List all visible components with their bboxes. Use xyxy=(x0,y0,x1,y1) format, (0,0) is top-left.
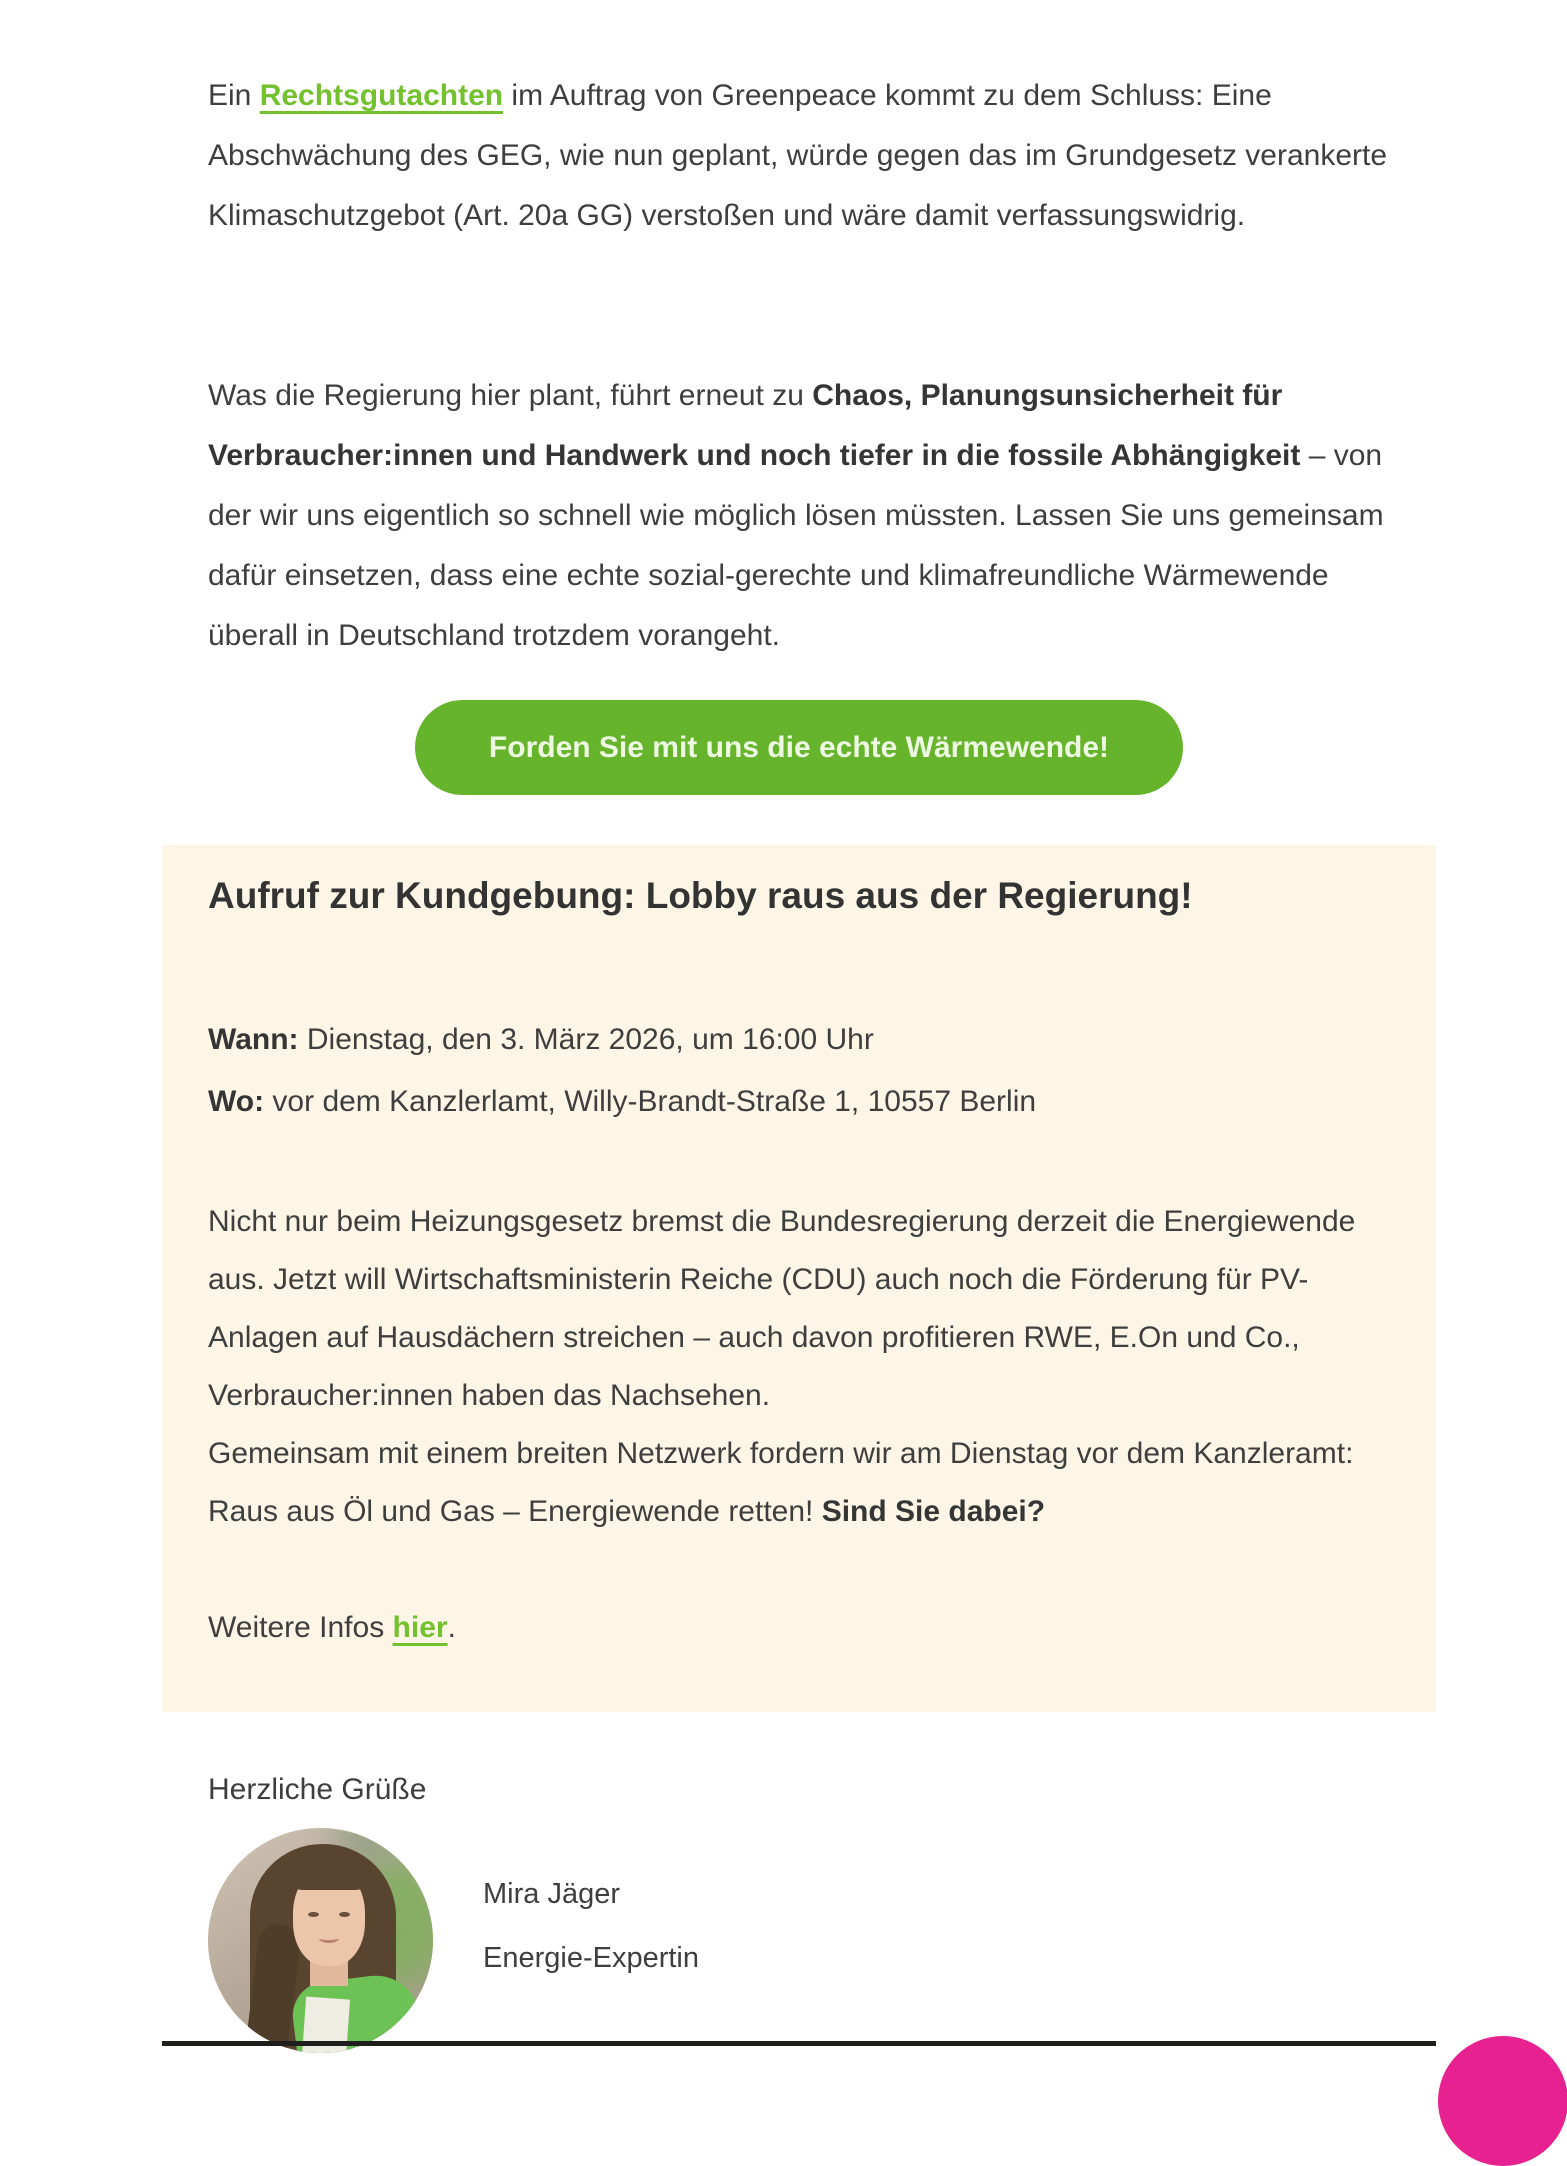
event-box xyxy=(162,845,1436,1712)
feedback-bubble[interactable] xyxy=(1438,2036,1567,2166)
footer-top-edge xyxy=(162,2041,1436,2046)
avatar-hair xyxy=(317,1858,321,1874)
event-when-label: Wann: xyxy=(208,1023,299,1056)
event-meta xyxy=(208,1009,1390,1133)
event-body-text: Nicht nur beim Heizungsgesetz bremst die Bundesregierung derzeit die Energiewende aus. Jetzt will Wirtschaftsministerin Reiche (CDU) auch noch die Förderung für PV-Anlagen auf Hausdächern streichen – auch davon profitieren RWE, E.On und Co., Verbraucher:innen haben das Nachsehen. xyxy=(208,1205,1356,1412)
event-body-text: Gemeinsam mit einem breiten Netzwerk fordern wir am Dienstag vor dem Kanzleramt: Raus aus Öl und Gas – Energiewende retten! xyxy=(208,1437,1354,1528)
avatar-eye xyxy=(339,1912,350,1917)
signature-row xyxy=(208,1828,699,2053)
rechtsgutachten-link[interactable]: Rechtsgutachten xyxy=(259,79,504,112)
hier-link[interactable]: hier xyxy=(392,1611,448,1644)
avatar-eye xyxy=(308,1912,319,1917)
event-more-info xyxy=(208,1599,1390,1657)
paragraph-legal-opinion xyxy=(208,66,1418,246)
event-when-value: Dienstag, den 3. März 2026, um 16:00 Uhr xyxy=(298,1023,874,1056)
cta-row xyxy=(162,700,1436,795)
event-where-label: Wo: xyxy=(208,1085,265,1118)
paragraph-text: – von der wir uns eigentlich so schnell wie möglich lösen müssten. Lassen Sie uns gemeinsam dafür einsetzen, dass eine echte sozial-gerechte und klimafreundliche Wärmewende überall in Deutschland trotzdem vorangeht. xyxy=(208,439,1384,652)
signature-greeting: Herzliche Grüße xyxy=(208,1773,427,1806)
signature-role: Energie-Expertin xyxy=(483,1942,699,1974)
paragraph-text: Was die Regierung hier plant, führt erneut zu xyxy=(208,379,813,412)
avatar-mouth xyxy=(319,1934,339,1943)
paragraph-bold-text: Chaos, Planungsunsicherheit für Verbraucher:innen und Handwerk und noch tiefer in die fossile Abhängigkeit xyxy=(208,379,1301,472)
event-body xyxy=(208,1193,1390,1541)
paragraph-government-plan xyxy=(208,366,1418,666)
event-title: Aufruf zur Kundgebung: Lobby raus aus der Regierung! xyxy=(208,875,1193,916)
event-body-bold-text: Sind Sie dabei? xyxy=(821,1495,1046,1528)
more-info-text: . xyxy=(447,1611,456,1644)
event-where-value: vor dem Kanzlerlamt, Willy-Brandt-Straße 1, 10557 Berlin xyxy=(264,1085,1037,1118)
paragraph-text: Ein xyxy=(208,79,260,112)
cta-button[interactable]: Forden Sie mit uns die echte Wärmewende! xyxy=(415,700,1183,795)
signature-name: Mira Jäger xyxy=(483,1878,620,1910)
avatar xyxy=(208,1828,433,2053)
more-info-text: Weitere Infos xyxy=(208,1611,393,1644)
signature-text xyxy=(483,1828,699,2053)
avatar-hair xyxy=(288,1856,370,1890)
paragraph-text: im Auftrag von Greenpeace kommt zu dem Schluss: Eine Abschwächung des GEG, wie nun geplant, würde gegen das im Grundgesetz verankerte Klimaschutzgebot (Art. 20a GG) verstoßen und wäre damit verfassungswidrig. xyxy=(208,79,1388,232)
